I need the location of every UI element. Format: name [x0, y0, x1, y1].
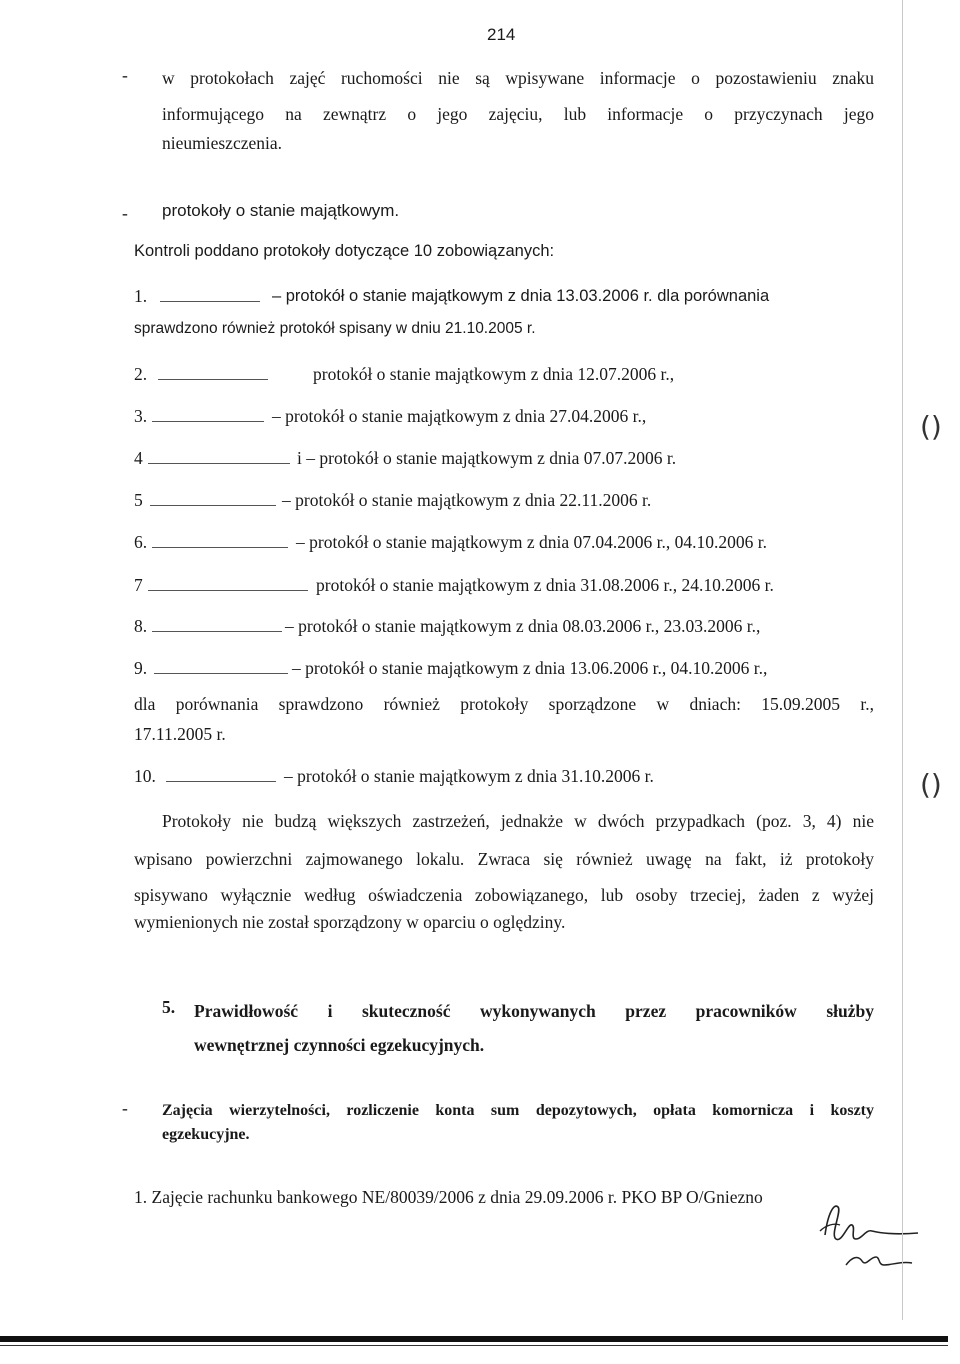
section-5-title-line-2: wewnętrznej czynności egzekucyjnych.: [194, 1035, 485, 1055]
remarks-line-4: wymienionych nie został sporządzony w oparciu o oględziny.: [134, 912, 566, 932]
item-9-continuation-2: 17.11.2005 r.: [134, 724, 226, 744]
item-9-number: 9.: [134, 658, 148, 678]
item-3-number: 3.: [134, 406, 148, 426]
item-8-number: 8.: [134, 616, 148, 636]
item-6-number: 6.: [134, 532, 148, 552]
binder-hole-mark: (): [920, 768, 942, 801]
protocols-title: protokoły o stanie majątkowym.: [162, 201, 400, 220]
item-5-number: 5: [134, 490, 143, 510]
item-2-number: 2.: [134, 364, 148, 384]
item-7-number: 7: [134, 575, 143, 595]
item-8-text: – protokół o stanie majątkowym z dnia 08.03.2006 r., 23.03.2006 r.,: [285, 616, 761, 636]
item-10-number: 10.: [134, 766, 156, 786]
section-5-number: 5.: [162, 997, 176, 1017]
redaction-line: [152, 421, 264, 422]
item-10-text: – protokół o stanie majątkowym z dnia 31.10.2006 r.: [284, 766, 654, 786]
scan-edge-line: [902, 0, 903, 1320]
remarks-line-2: wpisano powierzchni zajmowanego lokalu. Zwraca się również uwagę na fakt, iż protokoły: [134, 849, 874, 869]
item-6-text: – protokół o stanie majątkowym z dnia 07.04.2006 r., 04.10.2006 r.: [296, 532, 767, 552]
protocols-lead: Kontroli poddano protokoły dotyczące 10 zobowiązanych:: [134, 242, 555, 260]
final-item: 1. Zajęcie rachunku bankowego NE/80039/2006 z dnia 29.09.2006 r. PKO BP O/Gniezno: [134, 1187, 763, 1207]
item-5-text: – protokół o stanie majątkowym z dnia 22.11.2006 r.: [282, 490, 652, 510]
redaction-line: [158, 379, 268, 380]
redaction-line: [148, 590, 308, 591]
item-4-text: i – protokół o stanie majątkowym z dnia 07.07.2006 r.: [297, 448, 677, 468]
redaction-line: [150, 505, 276, 506]
item-2-text: protokół o stanie majątkowym z dnia 12.07.2006 r.,: [313, 364, 675, 384]
intro-line-2: informującego na zewnątrz o jego zajęciu, lub informacje o przyczynach jego: [162, 104, 874, 124]
intro-line-1: w protokołach zajęć ruchomości nie są wpisywane informacje o pozostawieniu znaku: [162, 68, 874, 88]
page-number: 214: [487, 25, 516, 44]
item-3-text: – protokół o stanie majątkowym z dnia 27.04.2006 r.,: [272, 406, 647, 426]
remarks-line-3: spisywano wyłącznie według oświadczenia zobowiązanego, lub osoby trzeciej, żaden z wyżej: [134, 885, 874, 905]
redaction-line: [154, 673, 288, 674]
redaction-line: [166, 781, 276, 782]
item-4-number: 4: [134, 448, 143, 468]
item-7-text: protokół o stanie majątkowym z dnia 31.08.2006 r., 24.10.2006 r.: [316, 575, 774, 595]
intro-bullet: -: [122, 65, 128, 85]
redaction-line: [148, 463, 290, 464]
subsection-line-1: Zajęcia wierzytelności, rozliczenie konta sum depozytowych, opłata komornicza i koszty: [162, 1102, 874, 1119]
protocols-bullet: -: [122, 203, 128, 223]
handwritten-signature: [800, 1195, 940, 1275]
bottom-rule-thin: [0, 1345, 948, 1346]
item-1-number: 1.: [134, 286, 148, 306]
intro-line-3: nieumieszczenia.: [162, 133, 283, 153]
section-5-title-line-1: Prawidłowość i skuteczność wykonywanych przez pracowników służby: [194, 1001, 874, 1021]
bottom-rule: [0, 1336, 948, 1342]
item-9-continuation: dla porównania sprawdzono również protokoły sporządzone w dniach: 15.09.2005 r.,: [134, 694, 874, 714]
subsection-line-2: egzekucyjne.: [162, 1126, 250, 1143]
redaction-line: [160, 301, 260, 302]
subsection-bullet: -: [122, 1098, 128, 1118]
binder-hole-mark: (): [920, 410, 942, 443]
item-9-text: – protokół o stanie majątkowym z dnia 13.06.2006 r., 04.10.2006 r.,: [292, 658, 768, 678]
remarks-line-1: Protokoły nie budzą większych zastrzeżeń, jednakże w dwóch przypadkach (poz. 3, 4) nie: [162, 811, 874, 831]
redaction-line: [152, 547, 288, 548]
item-1-text: – protokół o stanie majątkowym z dnia 13.03.2006 r. dla porównania: [272, 287, 770, 305]
item-1-continuation: sprawdzono również protokół spisany w dniu 21.10.2005 r.: [134, 320, 536, 337]
redaction-line: [152, 631, 282, 632]
